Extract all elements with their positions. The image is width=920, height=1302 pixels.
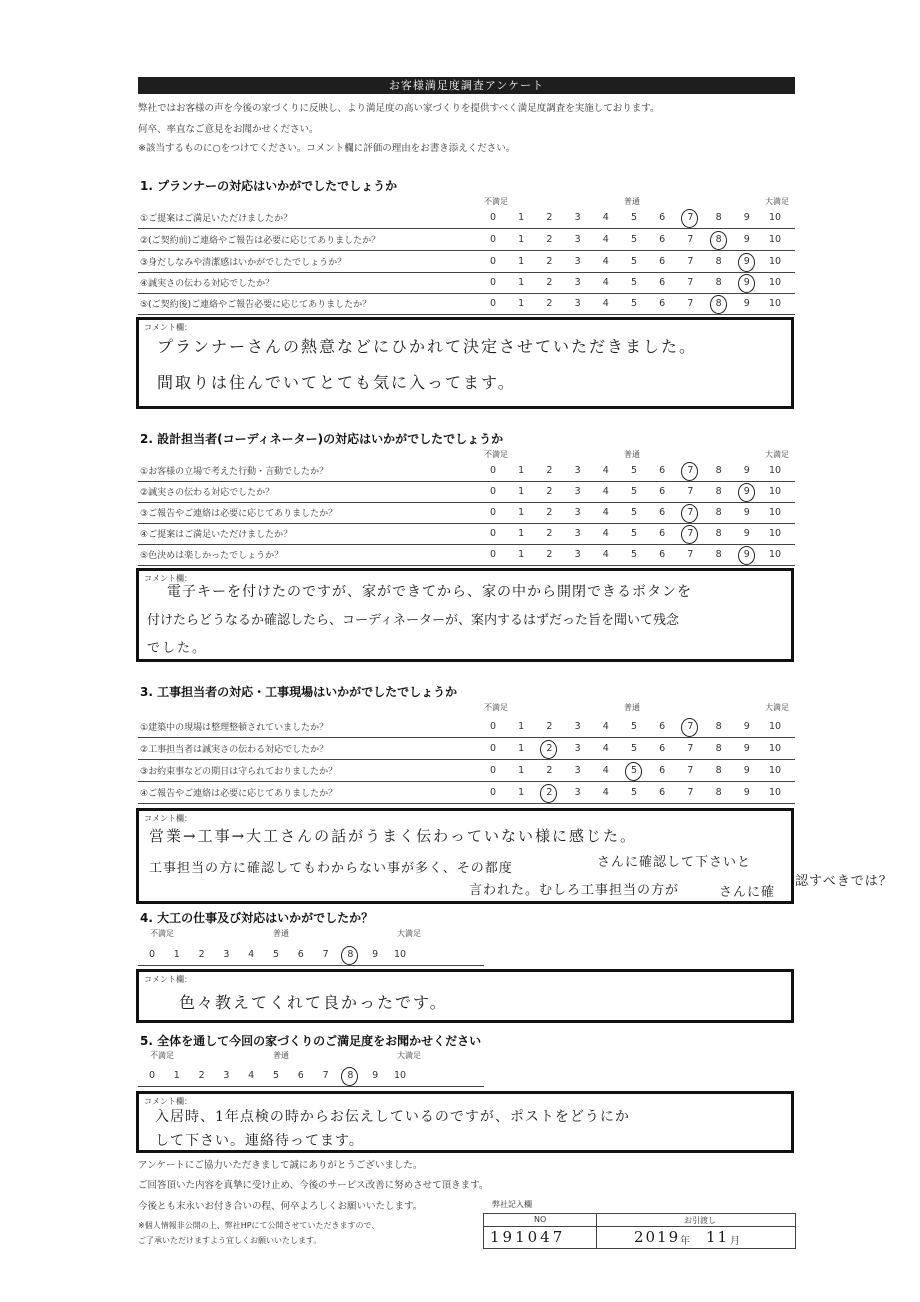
rating-option[interactable]: 2 — [546, 549, 553, 560]
rating-option[interactable]: 2 — [546, 234, 553, 245]
rating-option[interactable]: 1 — [518, 465, 525, 476]
selected-circle-mark — [625, 762, 642, 781]
rating-option[interactable]: 4 — [602, 549, 609, 560]
comment-text: 認すべきでは？ — [795, 874, 893, 889]
rating-option[interactable]: 2 — [198, 949, 205, 960]
question-text: ④ご提案はご満足いただけましたか？ — [140, 530, 293, 540]
privacy-line-1: ※個人情報非公開の上、弊社HPにて公開させていただきますので、 — [138, 1221, 380, 1230]
question-row — [138, 544, 795, 566]
rating-option[interactable]: 5 — [630, 465, 638, 476]
no-label: NO — [534, 1215, 547, 1224]
office-use-table — [483, 1213, 796, 1249]
rating-option[interactable]: 3 — [574, 234, 581, 245]
rating-option[interactable]: 4 — [602, 787, 609, 798]
rating-option[interactable]: 4 — [602, 765, 609, 776]
comment-label: コメント欄： — [144, 574, 192, 583]
rating-option[interactable]: 10 — [769, 256, 782, 267]
rating-option[interactable]: 10 — [394, 1070, 407, 1081]
question-row — [138, 716, 795, 738]
comment-text: 付けたらどうなるか確認したら、コーディネーターが、案内するはずだった旨を聞いて残念 — [147, 613, 679, 628]
rating-option[interactable]: 10 — [769, 549, 782, 560]
rating-option[interactable]: 1 — [518, 507, 525, 518]
rating-option[interactable]: 7 — [322, 949, 329, 960]
rating-option[interactable]: 10 — [769, 787, 782, 798]
scale-high-label: 大満足 — [397, 1051, 421, 1060]
rating-option[interactable]: 3 — [223, 949, 230, 960]
rating-option[interactable]: 1 — [518, 234, 525, 245]
rating-option[interactable]: 7 — [687, 765, 694, 776]
rating-option[interactable]: 7 — [322, 1070, 329, 1081]
rating-option[interactable]: 6 — [659, 721, 666, 732]
rating-option[interactable]: 4 — [602, 298, 609, 309]
rating-option[interactable]: 8 — [715, 277, 722, 288]
comment-text: 営業→工事→大工さんの話がうまく伝わっていない様に感じた。 — [149, 827, 637, 845]
rating-option[interactable]: 3 — [574, 277, 581, 288]
rating-option[interactable]: 0 — [489, 528, 497, 539]
rating-option[interactable]: 8 — [715, 528, 722, 539]
rating-option[interactable]: 7 — [687, 787, 694, 798]
rating-option[interactable]: 9 — [372, 1070, 379, 1081]
scale-low-label: 不満足 — [484, 703, 508, 712]
intro-line-1: 弊社ではお客様の声を今後の家づくりに反映し、より満足度の高い家づくりを提供すべく満足度調査を実施しております。 — [138, 103, 660, 114]
rating-option[interactable]: 1 — [173, 949, 180, 960]
rating-option[interactable]: 6 — [659, 549, 666, 560]
year-unit: 年 — [680, 1236, 690, 1247]
rating-option[interactable]: 1 — [518, 765, 525, 776]
rating-option[interactable]: 6 — [297, 949, 304, 960]
rating-option[interactable]: 4 — [602, 743, 609, 754]
rating-option[interactable]: 6 — [659, 298, 666, 309]
rating-option[interactable]: 9 — [743, 234, 750, 245]
intro-line-3: ※該当するものに○をつけてください。コメント欄に評価の理由をお書き添えください。 — [138, 143, 516, 154]
scale-mid-label: 普通 — [624, 703, 640, 712]
selected-circle-mark — [540, 784, 557, 803]
rating-option[interactable]: 1 — [518, 787, 525, 798]
comment-text: でした。 — [147, 641, 208, 656]
rating-option[interactable]: 10 — [769, 465, 782, 476]
rating-option[interactable]: 0 — [148, 949, 156, 960]
question-row — [138, 782, 795, 804]
rating-option[interactable]: 10 — [769, 277, 782, 288]
question-text: ②(ご契約前)ご連絡やご報告は必要に応じてありましたか？ — [140, 236, 381, 246]
comment-box[interactable] — [136, 568, 794, 662]
month-unit: 月 — [730, 1236, 740, 1247]
rating-option[interactable]: 9 — [743, 721, 750, 732]
rating-option[interactable]: 2 — [546, 465, 553, 476]
question-row — [138, 523, 795, 545]
comment-box[interactable] — [136, 969, 794, 1023]
rating-option[interactable]: 3 — [574, 721, 581, 732]
rating-option[interactable]: 8 — [715, 765, 722, 776]
rating-option[interactable]: 5 — [272, 949, 280, 960]
rating-option[interactable]: 6 — [659, 743, 666, 754]
rating-option[interactable]: 0 — [489, 486, 497, 497]
rating-option[interactable]: 9 — [743, 528, 750, 539]
rating-option[interactable]: 2 — [546, 277, 553, 288]
rating-option[interactable]: 4 — [602, 256, 609, 267]
comment-box[interactable] — [136, 808, 794, 904]
rating-option[interactable]: 3 — [574, 486, 581, 497]
rating-option[interactable]: 9 — [743, 212, 750, 223]
rating-option[interactable]: 8 — [715, 743, 722, 754]
section-1-heading: 1. プランナーの対応はいかがでしたでしょうか — [140, 179, 398, 193]
delivery-label: お引渡し — [684, 1216, 716, 1225]
rating-option[interactable]: 3 — [574, 549, 581, 560]
rating-option[interactable]: 4 — [602, 277, 609, 288]
page-title: お客様満足度調査アンケート — [138, 77, 795, 94]
rating-option[interactable]: 6 — [659, 528, 666, 539]
rating-option[interactable]: 4 — [602, 465, 609, 476]
rating-option[interactable]: 5 — [630, 256, 638, 267]
rating-option[interactable]: 7 — [687, 549, 694, 560]
rating-option[interactable]: 0 — [148, 1070, 156, 1081]
selected-circle-mark — [738, 274, 755, 293]
rating-option[interactable]: 10 — [769, 486, 782, 497]
rating-option[interactable]: 5 — [630, 212, 638, 223]
rating-option[interactable]: 5 — [272, 1070, 280, 1081]
comment-label: コメント欄： — [144, 814, 192, 823]
rating-option[interactable]: 2 — [198, 1070, 205, 1081]
scale-high-label: 大満足 — [765, 703, 789, 712]
rating-option[interactable]: 6 — [659, 765, 666, 776]
rating-option[interactable]: 4 — [602, 528, 609, 539]
rating-option[interactable]: 0 — [489, 721, 497, 732]
question-row — [138, 229, 795, 251]
scale-low-label: 不満足 — [150, 929, 174, 938]
selected-circle-mark — [710, 231, 727, 250]
rating-option[interactable]: 0 — [489, 787, 497, 798]
rating-option[interactable]: 1 — [518, 298, 525, 309]
rating-option[interactable]: 1 — [518, 528, 525, 539]
scale-mid-label: 普通 — [624, 197, 640, 206]
selected-circle-mark — [738, 546, 755, 565]
scale-low-label: 不満足 — [484, 450, 508, 459]
rating-option[interactable]: 8 — [715, 549, 722, 560]
rating-option[interactable]: 8 — [715, 787, 722, 798]
rating-option[interactable]: 2 — [546, 528, 553, 539]
question-row — [138, 207, 795, 229]
rating-option[interactable]: 3 — [574, 765, 581, 776]
question-row — [138, 502, 795, 524]
rating-option[interactable]: 0 — [489, 507, 497, 518]
rating-option[interactable]: 8 — [715, 234, 722, 245]
rating-option[interactable]: 1 — [518, 256, 525, 267]
rating-option[interactable]: 5 — [630, 743, 638, 754]
section-2-heading: 2. 設計担当者(コーディネーター)の対応はいかがでしたでしょうか — [140, 432, 504, 446]
rating-option[interactable]: 7 — [687, 486, 694, 497]
rating-option[interactable]: 9 — [743, 787, 750, 798]
comment-label: コメント欄： — [144, 1097, 192, 1106]
rating-option[interactable]: 4 — [602, 721, 609, 732]
question-row — [138, 272, 795, 294]
rating-row — [138, 944, 484, 966]
comment-text: 言われた。むしろ工事担当の方が — [469, 883, 680, 898]
section-3-heading: 3. 工事担当者の対応・工事現場はいかがでしたでしょうか — [140, 685, 458, 699]
comment-box[interactable] — [136, 1091, 794, 1153]
rating-option[interactable]: 1 — [518, 721, 525, 732]
selected-circle-mark — [341, 1067, 358, 1086]
rating-option[interactable]: 9 — [372, 949, 379, 960]
rating-option[interactable]: 2 — [546, 743, 553, 754]
rating-option[interactable]: 3 — [574, 212, 581, 223]
rating-option[interactable]: 2 — [546, 507, 553, 518]
rating-option[interactable]: 7 — [687, 234, 694, 245]
rating-option[interactable]: 2 — [546, 256, 553, 267]
rating-option[interactable]: 7 — [687, 528, 694, 539]
rating-option[interactable]: 9 — [743, 743, 750, 754]
footer-line-1: アンケートにご協力いただきまして誠にありがとうございました。 — [138, 1160, 423, 1171]
selected-circle-mark — [738, 253, 755, 272]
comment-text: して下さい。連絡待ってます。 — [155, 1133, 364, 1149]
rating-option[interactable]: 5 — [630, 507, 638, 518]
rating-option[interactable]: 5 — [630, 277, 638, 288]
question-row — [138, 460, 795, 482]
rating-option[interactable]: 8 — [715, 298, 722, 309]
rating-option[interactable]: 2 — [546, 298, 553, 309]
rating-option[interactable]: 8 — [347, 949, 354, 960]
rating-option[interactable]: 8 — [347, 1070, 354, 1081]
question-text: ③お約束事などの期日は守られておりましたか？ — [140, 767, 338, 777]
rating-option[interactable]: 6 — [659, 787, 666, 798]
rating-option[interactable]: 0 — [489, 234, 497, 245]
rating-option[interactable]: 10 — [769, 528, 782, 539]
rating-option[interactable]: 10 — [769, 765, 782, 776]
rating-option[interactable]: 7 — [687, 212, 694, 223]
rating-option[interactable]: 8 — [715, 721, 722, 732]
question-text: ③ご報告やご連絡は必要に応じてありましたか？ — [140, 509, 338, 519]
rating-option[interactable]: 7 — [687, 256, 694, 267]
rating-option[interactable]: 10 — [769, 298, 782, 309]
rating-option[interactable]: 9 — [743, 298, 750, 309]
selected-circle-mark — [681, 209, 698, 228]
delivery-year[interactable]: 2019 — [634, 1228, 681, 1246]
rating-option[interactable]: 9 — [743, 765, 750, 776]
no-value[interactable]: 191047 — [490, 1228, 566, 1246]
question-row — [138, 760, 795, 782]
rating-option[interactable]: 0 — [489, 298, 497, 309]
question-text: ④ご報告やご連絡は必要に応じてありましたか？ — [140, 789, 338, 799]
rating-option[interactable]: 1 — [518, 486, 525, 497]
rating-option[interactable]: 5 — [630, 549, 638, 560]
rating-option[interactable]: 9 — [743, 256, 750, 267]
question-text: ④誠実さの伝わる対応でしたか？ — [140, 279, 275, 289]
rating-option[interactable]: 2 — [546, 787, 553, 798]
rating-option[interactable]: 2 — [546, 212, 553, 223]
rating-option[interactable]: 10 — [769, 234, 782, 245]
comment-text: さんに確 — [719, 885, 776, 900]
selected-circle-mark — [341, 946, 358, 965]
rating-option[interactable]: 6 — [659, 234, 666, 245]
scale-mid-label: 普通 — [624, 450, 640, 459]
rating-option[interactable]: 0 — [489, 212, 497, 223]
comment-label: コメント欄： — [144, 323, 192, 332]
question-row — [138, 293, 795, 315]
comment-text: 間取りは住んでいてとても気に入ってます。 — [157, 373, 516, 392]
question-row — [138, 738, 795, 760]
question-row — [138, 481, 795, 503]
selected-circle-mark — [681, 504, 698, 523]
selected-circle-mark — [681, 525, 698, 544]
rating-option[interactable]: 0 — [489, 549, 497, 560]
delivery-month[interactable]: 11 — [706, 1228, 730, 1246]
rating-option[interactable]: 9 — [743, 465, 750, 476]
rating-option[interactable]: 6 — [659, 212, 666, 223]
rating-option[interactable]: 0 — [489, 277, 497, 288]
rating-option[interactable]: 10 — [394, 949, 407, 960]
comment-text: 色々教えてくれて良かったです。 — [179, 993, 448, 1012]
rating-option[interactable]: 0 — [489, 765, 497, 776]
selected-circle-mark — [540, 740, 557, 759]
comment-text: 電子キーを付けたのですが、家ができてから、家の中から開閉できるボタンを — [167, 584, 692, 600]
selected-circle-mark — [681, 462, 698, 481]
rating-option[interactable]: 3 — [574, 507, 581, 518]
rating-option[interactable]: 6 — [659, 277, 666, 288]
rating-option[interactable]: 0 — [489, 743, 497, 754]
rating-option[interactable]: 6 — [659, 465, 666, 476]
rating-option[interactable]: 10 — [769, 507, 782, 518]
rating-option[interactable]: 2 — [546, 721, 553, 732]
selected-circle-mark — [738, 483, 755, 502]
rating-option[interactable]: 2 — [546, 486, 553, 497]
rating-option[interactable]: 7 — [687, 465, 694, 476]
rating-option[interactable]: 9 — [743, 507, 750, 518]
question-text: ②工事担当者は誠実さの伝わる対応でしたか？ — [140, 745, 329, 755]
rating-option[interactable]: 4 — [248, 1070, 255, 1081]
rating-option[interactable]: 7 — [687, 277, 694, 288]
footer-line-2: ご回答頂いた内容を真摯に受け止め、今後のサービス改善に努めさせて頂きます。 — [138, 1180, 489, 1191]
question-row — [138, 251, 795, 273]
rating-option[interactable]: 2 — [546, 765, 553, 776]
rating-option[interactable]: 8 — [715, 465, 722, 476]
rating-option[interactable]: 3 — [574, 787, 581, 798]
comment-text: プランナーさんの熱意などにひかれて決定させていただきました。 — [157, 337, 698, 356]
comment-box[interactable] — [136, 317, 794, 409]
rating-option[interactable]: 8 — [715, 486, 722, 497]
selected-circle-mark — [681, 718, 698, 737]
question-text: ②誠実さの伝わる対応でしたか？ — [140, 488, 275, 498]
comment-text: 入居時、1年点検の時からお伝えしているのですが、ポストをどうにか — [155, 1109, 630, 1125]
rating-option[interactable]: 3 — [574, 743, 581, 754]
rating-option[interactable]: 4 — [602, 486, 609, 497]
rating-option[interactable]: 10 — [769, 721, 782, 732]
question-text: ③身だしなみや清潔感はいかがでしたでしょうか？ — [140, 258, 347, 268]
footer-line-3: 今後とも末永いお付き合いの程、何卒よろしくお願いいたします。 — [138, 1201, 423, 1212]
question-text: ⑤色決めは楽しかったでしょうか？ — [140, 551, 284, 561]
scale-high-label: 大満足 — [765, 450, 789, 459]
comment-label: コメント欄： — [144, 975, 192, 984]
rating-option[interactable]: 7 — [687, 721, 694, 732]
rating-row — [138, 1065, 484, 1087]
rating-option[interactable]: 9 — [743, 486, 750, 497]
rating-option[interactable]: 9 — [743, 549, 750, 560]
rating-option[interactable]: 7 — [687, 507, 694, 518]
intro-line-2: 何卒、率直なご意見をお聞かせください。 — [138, 124, 319, 135]
rating-option[interactable]: 4 — [602, 234, 609, 245]
privacy-line-2: ご了承いただけますよう宜しくお願いいたします。 — [138, 1236, 322, 1245]
rating-option[interactable]: 10 — [769, 743, 782, 754]
scale-mid-label: 普通 — [273, 929, 289, 938]
question-text: ①ご提案はご満足いただけましたか？ — [140, 214, 293, 224]
rating-option[interactable]: 10 — [769, 212, 782, 223]
rating-option[interactable]: 1 — [518, 277, 525, 288]
rating-option[interactable]: 6 — [659, 507, 666, 518]
rating-option[interactable]: 1 — [518, 743, 525, 754]
question-text: ①お客様の立場で考えた行動・言動でしたか？ — [140, 467, 329, 477]
comment-text: さんに確認して下さいと — [597, 855, 752, 870]
rating-option[interactable]: 3 — [574, 256, 581, 267]
rating-option[interactable]: 4 — [602, 507, 609, 518]
rating-option[interactable]: 3 — [574, 298, 581, 309]
rating-option[interactable]: 6 — [659, 486, 666, 497]
rating-option[interactable]: 1 — [518, 549, 525, 560]
rating-option[interactable]: 7 — [687, 298, 694, 309]
rating-option[interactable]: 5 — [630, 721, 638, 732]
scale-low-label: 不満足 — [150, 1051, 174, 1060]
rating-option[interactable]: 6 — [297, 1070, 304, 1081]
rating-option[interactable]: 5 — [630, 298, 638, 309]
rating-option[interactable]: 8 — [715, 507, 722, 518]
rating-option[interactable]: 8 — [715, 212, 722, 223]
office-label: 弊社記入欄 — [492, 1200, 532, 1209]
rating-option[interactable]: 6 — [659, 256, 666, 267]
rating-option[interactable]: 1 — [518, 212, 525, 223]
rating-option[interactable]: 0 — [489, 256, 497, 267]
section-4-heading: 4. 大工の仕事及び対応はいかがでしたか？ — [140, 911, 374, 925]
scale-high-label: 大満足 — [397, 929, 421, 938]
rating-option[interactable]: 7 — [687, 743, 694, 754]
rating-option[interactable]: 5 — [630, 765, 638, 776]
scale-low-label: 不満足 — [484, 197, 508, 206]
rating-option[interactable]: 9 — [743, 277, 750, 288]
rating-option[interactable]: 1 — [173, 1070, 180, 1081]
rating-option[interactable]: 4 — [602, 212, 609, 223]
question-text: ①建築中の現場は整理整頓されていましたか？ — [140, 723, 329, 733]
rating-option[interactable]: 0 — [489, 465, 497, 476]
rating-option[interactable]: 8 — [715, 256, 722, 267]
question-text: ⑤(ご契約後)ご連絡やご報告必要に応じてありましたか？ — [140, 300, 372, 310]
selected-circle-mark — [710, 295, 727, 314]
rating-option[interactable]: 5 — [630, 234, 638, 245]
rating-option[interactable]: 3 — [223, 1070, 230, 1081]
section-5-heading: 5. 全体を通して今回の家づくりのご満足度をお聞かせください — [140, 1034, 482, 1048]
rating-option[interactable]: 5 — [630, 528, 638, 539]
rating-option[interactable]: 3 — [574, 528, 581, 539]
rating-option[interactable]: 3 — [574, 465, 581, 476]
scale-mid-label: 普通 — [273, 1051, 289, 1060]
scale-high-label: 大満足 — [765, 197, 789, 206]
rating-option[interactable]: 4 — [248, 949, 255, 960]
rating-option[interactable]: 5 — [630, 486, 638, 497]
comment-text: 工事担当の方に確認してもわからない事が多く、その都度 — [149, 861, 513, 876]
rating-option[interactable]: 5 — [630, 787, 638, 798]
